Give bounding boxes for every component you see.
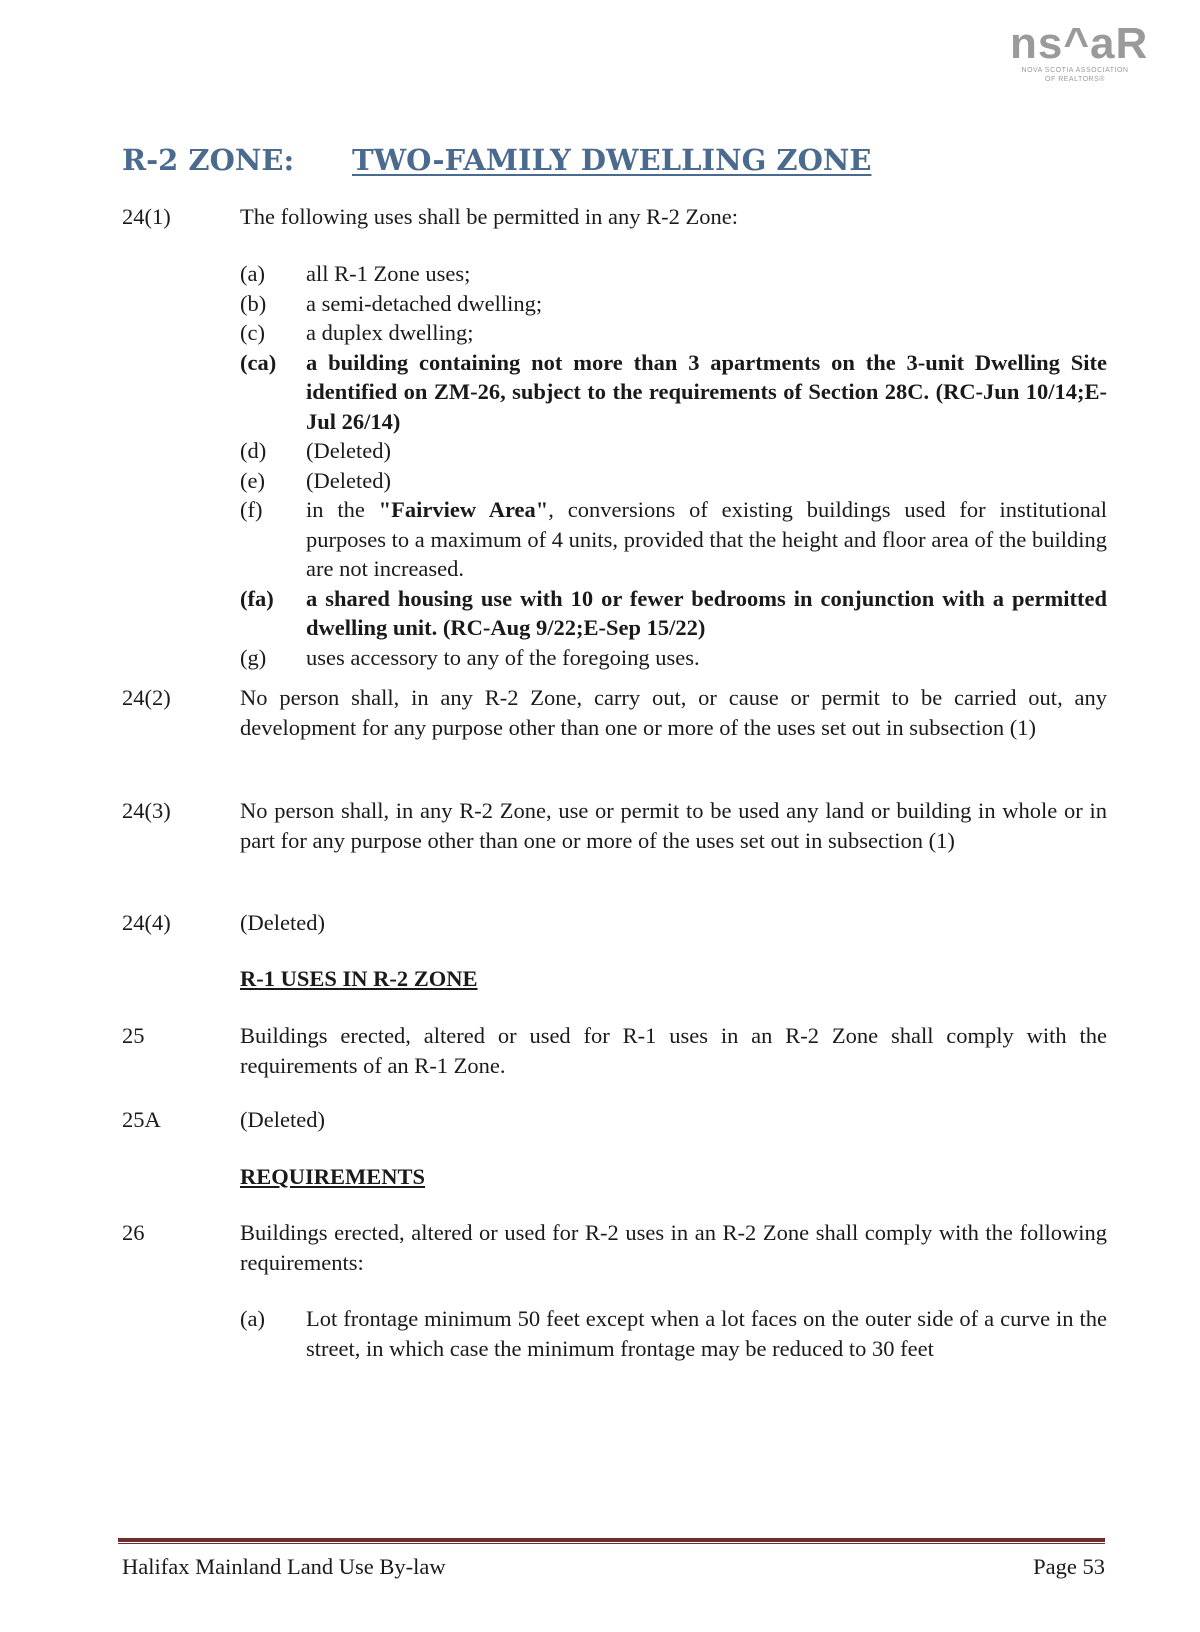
list-item: (a) all R-1 Zone uses; <box>240 261 471 286</box>
section-text: (Deleted) <box>240 1107 325 1132</box>
list-item: (g) uses accessory to any of the foregoing uses. <box>240 644 700 670</box>
logo-mark: ns^aR <box>1010 19 1149 68</box>
list-item: (f) in the "Fairview Area", conversions of existing buildings used for institutional purposes to a maximum of 4 units, provided that the height and floor area of the building are not increased. <box>240 497 1107 581</box>
footer-page-number: Page 53 <box>1033 1554 1105 1579</box>
list-item: (fa) a shared housing use with 10 or fewer bedrooms in conjunction with a permitted dwelling unit. (RC-Aug 9/22;E-Sep 15/22) <box>240 585 1107 640</box>
permitted-uses-list <box>240 259 1107 672</box>
section-number: 24(1) <box>122 204 171 229</box>
nsar-logo <box>1010 19 1149 84</box>
footer-divider <box>118 1538 1105 1544</box>
list-item: (d) (Deleted) <box>240 438 391 463</box>
heading-r1-uses: R-1 USES IN R-2 ZONE <box>240 966 478 991</box>
section-number: 26 <box>122 1220 145 1245</box>
fairview-area: "Fairview Area" <box>378 497 549 522</box>
list-item: (e) (Deleted) <box>240 467 391 493</box>
heading-requirements: REQUIREMENTS <box>240 1164 426 1189</box>
section-number: 24(3) <box>122 798 171 823</box>
section-text: No person shall, in any R-2 Zone, carry out, or cause or permit to be carried out, any development for any purpose other than one or more of the uses set out in subsection (1) <box>240 685 1107 740</box>
page-title <box>122 143 871 177</box>
list-item: (a) Lot frontage minimum 50 feet except when a lot faces on the outer side of a curve in the street, in which case the minimum frontage may be reduced to 30 feet <box>240 1306 1107 1361</box>
section-text: Buildings erected, altered or used for R-2 uses in an R-2 Zone shall comply with the following requirements: <box>240 1220 1107 1275</box>
zone-code: R-2 ZONE: <box>122 143 295 177</box>
logo-subtitle-1: NOVA SCOTIA ASSOCIATION <box>1021 67 1129 74</box>
zone-name: TWO-FAMILY DWELLING ZONE <box>352 143 872 177</box>
requirements-list <box>240 1304 1107 1363</box>
section-number: 25A <box>122 1107 161 1132</box>
section-number: 24(2) <box>122 685 171 710</box>
section-text: Buildings erected, altered or used for R-1 uses in an R-2 Zone shall comply with the requirements of an R-1 Zone. <box>240 1023 1107 1078</box>
list-item: (ca) a building containing not more than 3 apartments on the 3-unit Dwelling Site identified on ZM-26, subject to the requirements of Section 28C. (RC-Jun 10/14;E-Jul 26/14) <box>240 349 1107 434</box>
section-text: The following uses shall be permitted in any R-2 Zone: <box>240 204 739 229</box>
logo-subtitle-2: OF REALTORS® <box>1045 76 1105 83</box>
section-text: (Deleted) <box>240 910 325 935</box>
section-number: 24(4) <box>122 910 171 935</box>
section-number: 25 <box>122 1023 145 1048</box>
section-text: No person shall, in any R-2 Zone, use or permit to be used any land or building in whole or in part for any purpose other than one or more of the uses set out in subsection (1) <box>240 798 1107 853</box>
list-item: (c) a duplex dwelling; <box>240 320 474 345</box>
footer-document-title: Halifax Mainland Land Use By-law <box>122 1554 446 1579</box>
list-item: (b) a semi-detached dwelling; <box>240 290 543 316</box>
